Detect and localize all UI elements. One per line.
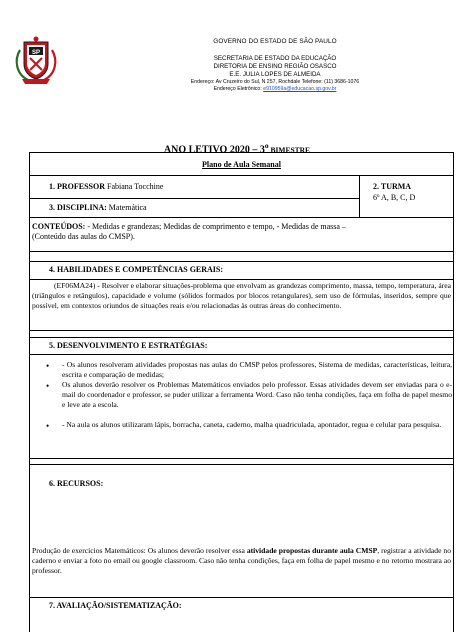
discipline-field [49,203,147,213]
turma-value: 6º A, B, C, D [373,193,416,202]
professor-value: Fabiana Tocchine [105,182,164,191]
lesson-plan-table [29,152,454,632]
development-item-3: - Na aula os alunos utilizaram lápis, borracha, caneta, caderno, malha quadriculada, apontador, regua e celular para pesquisa. [62,420,442,429]
sao-paulo-coat-of-arms-icon [14,36,58,86]
professor-label: 1. PROFESSOR [49,182,106,191]
content-line-2: (Conteúdo das aulas do CMSP). [32,232,135,241]
header-address: Endereço: Av Cruzeiro do Sul, N 257, Rochdale Telefone: (11) 3686-1076 [190,79,360,85]
turma-label: 2. TURMA [373,182,412,191]
skills-text: (EF06MA24) - Resolver e elaborar situações-problema que envolvam as grandezas comprimento, massa, tempo, temperatura, área (triângulos e retângulos), capacidade e volume (sólidos formados por blocos retangulares), sem uso de fórmulas, inseridos, sempre que possível, em contextos oriundos de situações reais e/ou relacionadas às outras áreas do conhecimento. [32,281,451,310]
resources-text-bold: atividade propostas durante aula CMSP [246,546,378,555]
header-directorate: DIRETORIA DE ENSINO REGIÃO OSASCO [213,63,337,70]
resources-text-a: Produção de exercícios Matemáticos: Os alunos deverão resolver essa [32,546,247,555]
header-government: GOVERNO DO ESTADO DE SÃO PAULO [213,38,337,45]
email-link[interactable]: e910959a@educacao.sp.gov.br [263,86,337,92]
email-label: Endereço Eletrônico: [213,86,262,92]
discipline-label: 3. DISCIPLINA: [49,203,107,212]
bullet-icon: • [46,381,50,391]
plan-title: Plano de Aula Semanal [202,160,281,169]
resources-text-b: , registrar a atividade no caderno e enviar a foto no email ou google classroom. Caso não tenha condições, faça em folha de papel mesmo e no retorno mostrara ao professor. [32,546,451,575]
header-school: E.E. JULIA LOPES DE ALMEIDA [229,71,321,78]
header-email-line [150,86,400,92]
skills-heading: 4. HABILIDADES E COMPETÊNCIAS GERAIS: [49,265,224,274]
evaluation-heading: 7. AVALIAÇÃO/SISTEMATIZAÇÃO: [49,601,182,610]
development-heading: 5. DESENVOLVIMENTO E ESTRATÉGIAS: [49,341,208,350]
header-secretariat: SECRETARIA DE ESTADO DA EDUCAÇÃO [213,55,337,62]
year-main: ANO LETIVO 2020 – 3 [163,144,265,156]
development-item-1: - Os alunos resolveram atividades propostas nas aulas do CMSP pelos professores, Sistema de medidas, características, leitura, escrita e comparação de medidas; [62,360,452,379]
professor-field [49,182,163,192]
development-item-2: Os alunos deverão resolver os Problemas Matemáticos enviados pelo professor. Essas atividades devem ser enviadas para o e-mail do coordenador e professor, se puder utilizar a ferramenta Word. Caso não tenha condições, faça em folha de papel mesmo e leve ate a escola. [62,380,452,409]
bullet-icon: • [46,361,50,371]
letterhead [0,0,474,125]
discipline-value: Matemática [106,203,147,212]
year-rest: BIMESTRE [268,145,311,155]
bullet-icon: • [46,421,50,431]
resources-heading: 6. RECURSOS: [49,479,104,488]
content-text-1: - Medidas e grandezas; Medidas de comprimento e tempo, - Medidas de massa – [85,222,346,231]
year-sup: o [264,141,269,150]
content-line-1 [32,222,346,232]
content-label: CONTEÚDOS: [32,222,86,231]
resources-text [32,546,451,576]
seal-text: SP [31,50,41,56]
